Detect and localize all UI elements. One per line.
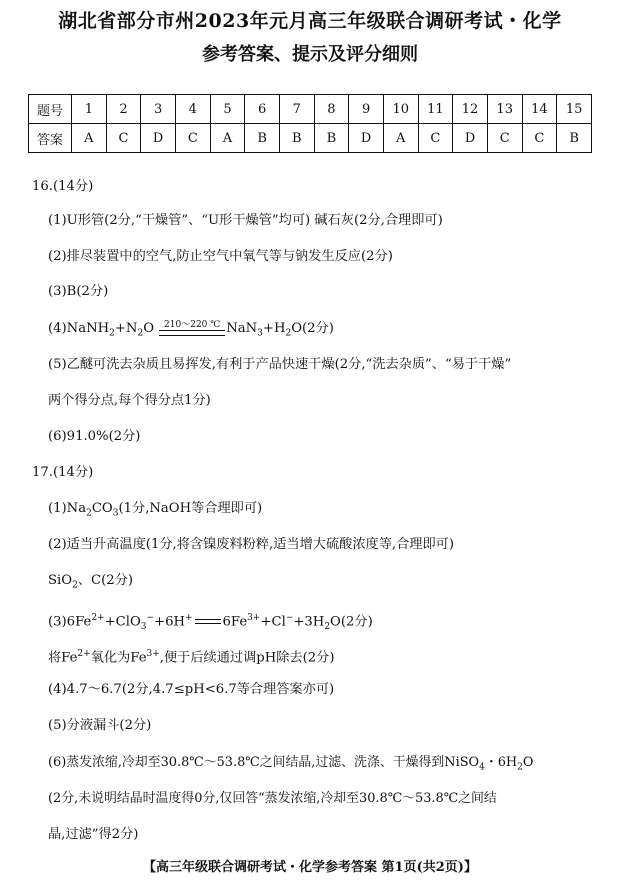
question-number: 12 <box>453 95 488 124</box>
question-number: 9 <box>349 95 384 124</box>
answer-cell: A <box>383 124 418 153</box>
q17-part-2-cont <box>48 572 133 595</box>
eq-subscript: 2 <box>109 328 115 339</box>
eq-superscript: 2+ <box>77 649 91 659</box>
answer-cell: D <box>349 124 384 153</box>
reaction-condition: 210～220 ℃ <box>164 320 221 330</box>
q17-part-5: (5)分液漏斗(2分) <box>48 718 152 733</box>
eq-text: ・6H <box>484 755 518 770</box>
question-number: 1 <box>72 95 107 124</box>
eq-subscript: 2 <box>324 622 331 633</box>
q17-part-1 <box>48 500 262 523</box>
eq-text: (4)NaNH <box>48 321 110 336</box>
question-number: 6 <box>245 95 280 124</box>
question-number: 7 <box>279 95 314 124</box>
q17-part-6 <box>48 754 533 777</box>
q16-part-6: (6)91.0%(2分) <box>48 429 141 444</box>
eq-superscript: 2+ <box>91 613 105 623</box>
answer-cell: C <box>487 124 522 153</box>
question-number: 11 <box>418 95 453 124</box>
question-number: 10 <box>383 95 418 124</box>
eq-subscript: 2 <box>285 328 292 339</box>
answer-cell: A <box>210 124 245 153</box>
answer-cell: C <box>106 124 141 153</box>
eq-subscript: 3 <box>140 622 147 633</box>
eq-subscript: 2 <box>517 762 523 773</box>
answer-cell: C <box>522 124 557 153</box>
question-number: 13 <box>487 95 522 124</box>
eq-superscript: 3+ <box>146 649 160 659</box>
equals-sign <box>195 619 221 624</box>
answer-cell: B <box>245 124 280 153</box>
question-number: 5 <box>210 95 245 124</box>
q16-part-5-cont: 两个得分点,每个得分点1分) <box>48 393 211 408</box>
eq-text: (1分,NaOH等合理即可) <box>118 501 263 516</box>
eq-subscript: 2 <box>137 328 144 339</box>
eq-subscript: 3 <box>257 328 263 339</box>
eq-subscript: 4 <box>479 762 485 773</box>
question-17-heading: 17.(14分) <box>32 465 94 480</box>
eq-text: 、C(2分) <box>77 573 133 588</box>
answer-cell: B <box>314 124 349 153</box>
page-subtitle: 参考答案、提示及评分细则 <box>202 44 418 65</box>
page-footer: 【高三年级联合调研考试・化学参考答案 第1页(共2页)】 <box>143 860 477 875</box>
equals-sign <box>159 330 225 336</box>
eq-text: ,便于后续通过调pH除去(2分) <box>159 650 335 666</box>
q17-part-6-cont: (2分,未说明结晶时温度得0分,仅回答“蒸发浓缩,冷却至30.8℃～53.8℃之间结 <box>48 791 497 806</box>
answer-cell: A <box>72 124 107 153</box>
eq-text: 将Fe <box>48 650 78 666</box>
eq-text: 6Fe <box>222 614 248 630</box>
answer-cell: D <box>453 124 488 153</box>
eq-text: CO <box>91 501 113 516</box>
eq-superscript: 3+ <box>247 613 261 623</box>
row-label: 答案 <box>29 124 72 153</box>
q17-part-6-cont2: 晶,过滤”得2分) <box>48 827 139 842</box>
eq-text: (1)Na <box>48 501 87 516</box>
question-number: 2 <box>106 95 141 124</box>
q16-part-4-equation <box>48 320 334 343</box>
eq-text: SiO <box>48 573 73 588</box>
eq-text: O(2分) <box>291 321 334 336</box>
question-number-row <box>29 95 592 124</box>
eq-superscript: − <box>285 613 294 623</box>
answer-cell: C <box>175 124 210 153</box>
eq-superscript: − <box>146 613 155 623</box>
q17-part-3-explanation <box>48 645 334 667</box>
question-number: 4 <box>175 95 210 124</box>
question-16-heading: 16.(14分) <box>32 179 94 194</box>
eq-subscript: 3 <box>112 508 119 519</box>
eq-superscript: + <box>185 613 193 623</box>
eq-text: O <box>143 321 154 336</box>
page-title: 湖北省部分市州2023年元月高三年级联合调研考试・化学 <box>58 10 562 32</box>
answer-cell: B <box>557 124 592 153</box>
eq-text: +H <box>262 321 286 336</box>
row-label: 题号 <box>29 95 72 124</box>
question-number: 15 <box>557 95 592 124</box>
eq-text: O(2分) <box>330 614 373 630</box>
eq-text: +N <box>114 321 138 336</box>
answer-row <box>29 124 592 153</box>
question-number: 14 <box>522 95 557 124</box>
eq-text: (6)蒸发浓缩,冷却至30.8℃～53.8℃之间结晶,过滤、洗涤、干燥得到NiSO <box>48 755 480 770</box>
question-number: 3 <box>141 95 176 124</box>
q17-part-4: (4)4.7～6.7(2分,4.7≤pH<6.7等合理答案亦可) <box>48 682 335 697</box>
eq-text: NaN <box>226 321 258 336</box>
q17-part-2: (2)适当升高温度(1分,将含镍废料粉粹,适当增大硫酸浓度等,合理即可) <box>48 537 454 552</box>
q16-part-5: (5)乙醚可洗去杂质且易挥发,有利于产品快速干燥(2分,“洗去杂质”、“易于干燥” <box>48 357 512 372</box>
answer-cell: B <box>279 124 314 153</box>
eq-text: +ClO <box>104 614 141 630</box>
eq-text: O <box>522 755 534 770</box>
eq-text: +3H <box>293 614 325 630</box>
eq-text: (3)6Fe <box>48 614 92 630</box>
eq-text: +6H <box>154 614 185 630</box>
eq-subscript: 2 <box>86 508 92 519</box>
q16-part-2: (2)排尽装置中的空气,防止空气中氧气等与钠发生反应(2分) <box>48 249 393 264</box>
q16-part-3: (3)B(2分) <box>48 284 109 299</box>
answer-cell: D <box>141 124 176 153</box>
answer-table <box>28 94 592 153</box>
reaction-arrow <box>159 321 225 336</box>
eq-text: +Cl <box>260 614 286 630</box>
answer-cell: C <box>418 124 453 153</box>
q17-part-3-equation <box>48 609 373 636</box>
eq-text: 氧化为Fe <box>90 650 147 666</box>
eq-subscript: 2 <box>72 580 78 591</box>
question-number: 8 <box>314 95 349 124</box>
q16-part-1: (1)U形管(2分,“干燥管”、“U形干燥管”均可) 碱石灰(2分,合理即可) <box>48 213 443 228</box>
